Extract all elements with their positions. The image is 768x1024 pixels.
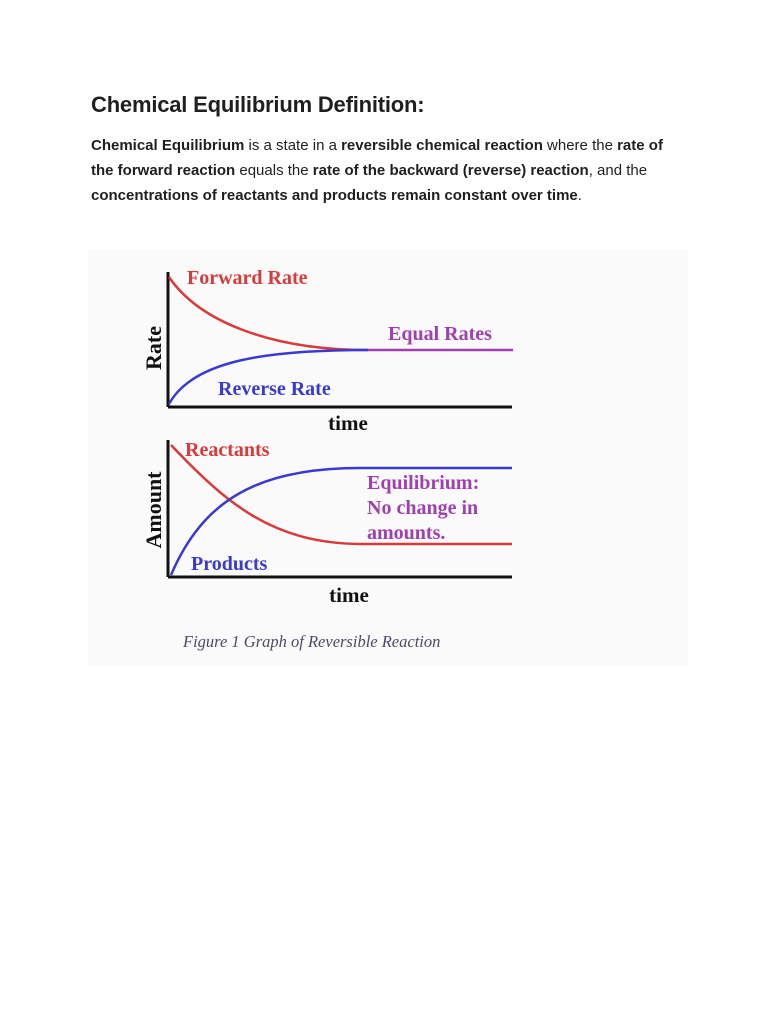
text-run: is a state in a bbox=[244, 137, 342, 154]
products-label: Products bbox=[191, 553, 268, 575]
reversible-reaction-diagram bbox=[88, 250, 688, 666]
equilibrium-label-line-1: Equilibrium: bbox=[367, 472, 480, 494]
reverse-rate-label: Reverse Rate bbox=[218, 378, 331, 400]
text-run: , and the bbox=[588, 162, 648, 179]
equilibrium-label-line-2: No change in bbox=[367, 497, 479, 519]
reversible-reaction-figure bbox=[88, 250, 688, 666]
rate-x-axis-label: time bbox=[328, 411, 368, 435]
amount-x-axis-label: time bbox=[329, 583, 369, 607]
figure-caption: Figure 1 Graph of Reversible Reaction bbox=[183, 632, 441, 651]
rate-graph bbox=[141, 267, 513, 435]
text-run: . bbox=[577, 187, 582, 204]
bold-phrase: concentrations of reactants and products remain constant over time bbox=[91, 187, 578, 204]
rate-y-axis-label: Rate bbox=[141, 326, 166, 370]
equilibrium-label-line-3: amounts. bbox=[367, 522, 446, 544]
equal-rates-label: Equal Rates bbox=[388, 323, 492, 345]
reactants-label: Reactants bbox=[185, 439, 270, 461]
bold-phrase: Chemical Equilibrium bbox=[91, 137, 245, 154]
text-run: where the bbox=[542, 137, 618, 154]
amount-y-axis-label: Amount bbox=[141, 471, 166, 549]
bold-phrase: reversible chemical reaction bbox=[341, 137, 543, 154]
amount-graph bbox=[141, 439, 512, 607]
page-heading: Chemical Equilibrium Definition: bbox=[91, 92, 425, 117]
text-run: equals the bbox=[235, 162, 313, 179]
forward-rate-label: Forward Rate bbox=[187, 267, 308, 289]
definition-paragraph bbox=[91, 133, 683, 208]
bold-phrase: rate of the forward reaction bbox=[91, 137, 663, 179]
bold-phrase: rate of the backward (reverse) reaction bbox=[312, 162, 589, 179]
